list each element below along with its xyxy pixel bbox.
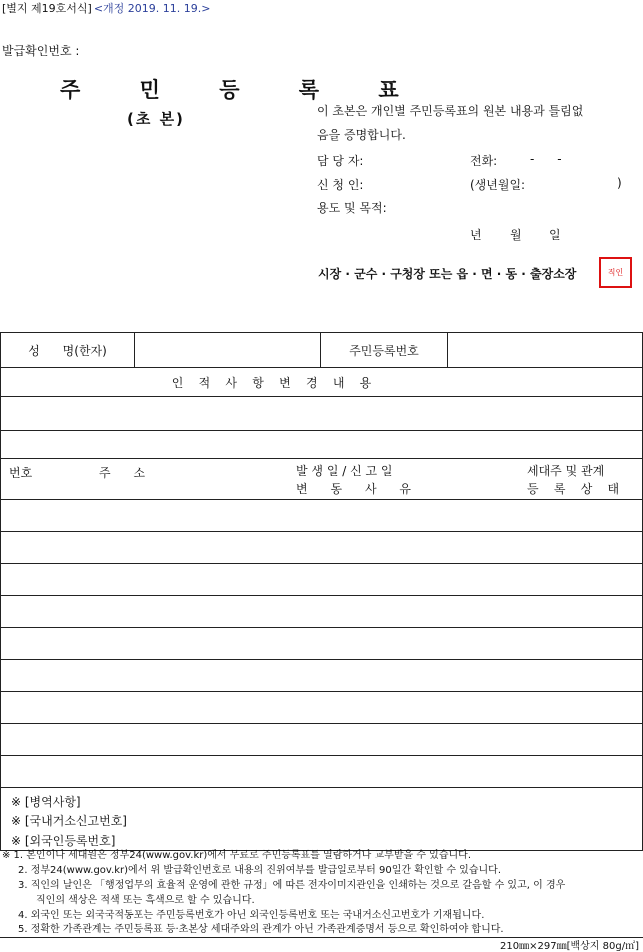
foreigner-note: ※ [외국인등록번호] bbox=[1, 830, 643, 851]
no-label: 번호 bbox=[9, 466, 33, 480]
issuer-title: 시장 · 군수 · 구청장 또는 읍 · 면 · 동 · 출장소장 bbox=[318, 267, 577, 281]
footnote-3: 3. 직인의 날인은 「행정업무의 효율적 운영에 관한 규정」에 따른 전자이미지관인을 인쇄하는 것으로 갈음할 수 있고, 이 경우 bbox=[18, 880, 566, 891]
month-label: 월 bbox=[510, 228, 522, 242]
address-row bbox=[1, 500, 643, 532]
rrn-value-cell bbox=[448, 333, 643, 368]
seal-text: 직인 bbox=[607, 268, 624, 277]
military-note: ※ [병역사항] bbox=[1, 788, 643, 811]
name-label-cell bbox=[1, 333, 135, 368]
footnote-3-cont: 직인의 색상은 적색 또는 흑색으로 할 수 있습니다. bbox=[36, 895, 255, 906]
year-label: 년 bbox=[470, 228, 482, 242]
phone-label: 전화: bbox=[470, 154, 498, 168]
relation-label: 세대주 및 관계 bbox=[527, 464, 605, 478]
address-row bbox=[1, 756, 643, 788]
certification-line-1: 이 초본은 개인별 주민등록표의 원본 내용과 틀림없 bbox=[317, 104, 584, 118]
paper-size: 210㎜×297㎜[백상지 80g/㎡] bbox=[500, 941, 639, 952]
address-row bbox=[1, 692, 643, 724]
address-row bbox=[1, 532, 643, 564]
resident-registration-table bbox=[0, 332, 643, 851]
footnote-1: ※ 1. 본인이나 세대원은 정부24(www.gov.kr)에서 무료로 주민등록표를 열람하거나 교부받을 수 있습니다. bbox=[2, 850, 471, 861]
phone-value: - - bbox=[530, 152, 562, 166]
address-row bbox=[1, 564, 643, 596]
rrn-label-cell bbox=[321, 333, 448, 368]
officer-label: 담 당 자: bbox=[317, 154, 364, 168]
day-label: 일 bbox=[549, 228, 561, 242]
footnote-4: 4. 외국인 또는 외국국적동포는 주민등록번호가 아닌 외국인등록번호 또는 국내거소신고번호가 기재됩니다. bbox=[18, 910, 485, 921]
birth-close: ) bbox=[617, 176, 622, 190]
date-label: 발 생 일 / 신 고 일 bbox=[296, 464, 393, 478]
name-label: 성 명(한자) bbox=[28, 343, 107, 358]
address-row bbox=[1, 596, 643, 628]
address-row bbox=[1, 724, 643, 756]
changes-row bbox=[1, 397, 643, 431]
form-number-text: [별지 제19호서식] bbox=[2, 2, 92, 15]
changes-header: 인 적 사 항 변 경 내 용 bbox=[171, 375, 372, 390]
reason-label: 변 동 사 유 bbox=[296, 482, 412, 496]
form-number bbox=[2, 0, 211, 16]
address-header-cell bbox=[1, 459, 643, 500]
status-label: 등 록 상 태 bbox=[527, 482, 620, 496]
address-row bbox=[1, 660, 643, 692]
residence-note: ※ [국내거소신고번호] bbox=[1, 810, 643, 830]
applicant-label: 신 청 인: bbox=[317, 178, 364, 192]
official-seal bbox=[599, 257, 632, 288]
revision-date: <개정 2019. 11. 19.> bbox=[93, 2, 211, 15]
footnote-5: 5. 정확한 가족관계는 주민등록표 등·초본상 세대주와의 관계가 아닌 가족관계증명서 등으로 확인하여야 합니다. bbox=[18, 924, 504, 935]
footnote-2: 2. 정부24(www.gov.kr)에서 위 발급확인번호로 내용의 진위여부를 발급일로부터 90일간 확인할 수 있습니다. bbox=[18, 865, 502, 876]
purpose-label: 용도 및 목적: bbox=[317, 201, 387, 215]
birth-label: (생년월일: bbox=[470, 178, 526, 192]
issue-number-label: 발급확인번호 : bbox=[2, 44, 80, 58]
name-value-cell bbox=[135, 333, 321, 368]
document-title: 주 민 등 록 표 bbox=[60, 78, 425, 102]
address-row bbox=[1, 628, 643, 660]
certification-line-2: 음을 증명합니다. bbox=[317, 128, 406, 142]
changes-row bbox=[1, 431, 643, 459]
rrn-label: 주민등록번호 bbox=[349, 343, 419, 358]
address-label: 주 소 bbox=[99, 466, 146, 480]
document-subtitle: (초 본) bbox=[127, 110, 185, 128]
changes-header-cell bbox=[1, 368, 643, 397]
